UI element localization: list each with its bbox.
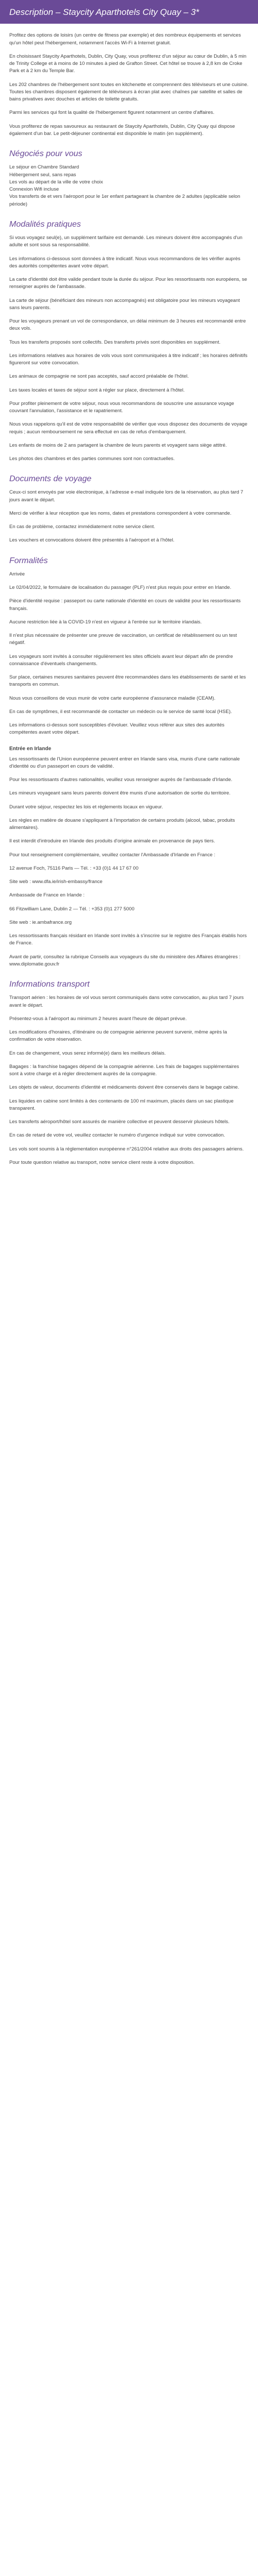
- modalites-paragraph: Pour profiter pleinement de votre séjour, nous vous recommandons de souscrire une assurance voyage couvrant l'annulation, l'assistance et le rapatriement.: [9, 400, 234, 414]
- section-title-negocies: Négociés pour vous: [9, 149, 83, 159]
- modalites-paragraph: La carte de séjour (bénéficiant des mineurs non accompagnés) est obligatoire pour les mineurs voyageant sans leurs parents.: [9, 297, 240, 311]
- formalites-paragraph: Pièce d'identité requise : passeport ou carte nationale d'identité en cours de validité pour les ressortissants français.: [9, 598, 241, 612]
- formalites-paragraph: Les voyageurs sont invités à consulter régulièrement les sites officiels avant leur départ afin de prendre connaissance d'éventuels changements.: [9, 653, 233, 667]
- entree-paragraph: Site web : www.dfa.ie/irish-embassy/france: [9, 879, 103, 885]
- transport-paragraph: Transport aérien : les horaires de vol vous seront communiqués dans votre convocation, au plus tard 7 jours avant le départ.: [9, 995, 244, 1008]
- formalites-arrival-label: Arrivée: [9, 571, 25, 577]
- formalites-paragraph: En cas de symptômes, il est recommandé de contacter un médecin ou le service de santé local (HSE).: [9, 708, 232, 715]
- section-title-documents: Documents de voyage: [9, 474, 92, 484]
- entree-paragraph: Durant votre séjour, respectez les lois et règlements locaux en vigueur.: [9, 804, 163, 810]
- list-item: Connexion Wifi incluse: [9, 187, 59, 193]
- modalites-paragraph: Si vous voyagez seul(e), un supplément tarifaire est demandé. Les mineurs doivent être accompagnés d'un adulte et sont sous sa responsabilité.: [9, 235, 243, 248]
- transport-paragraph: Pour toute question relative au transport, notre service client reste à votre disposition.: [9, 1159, 195, 1165]
- entree-paragraph: 66 Fitzwilliam Lane, Dublin 2 — Tél. : +353 (0)1 277 5000: [9, 906, 135, 912]
- formalites-paragraph: Il n'est plus nécessaire de présenter une preuve de vaccination, un certificat de rétablissement ou un test négatif.: [9, 633, 237, 646]
- entree-paragraph: Les ressortissants de l'Union européenne peuvent entrer en Irlande sans visa, munis d'une carte nationale d'identité ou d'un passeport en cours de validité.: [9, 756, 240, 769]
- formalites-paragraph: Aucune restriction liée à la COVID-19 n'est en vigueur à l'entrée sur le territoire irlandais.: [9, 619, 202, 625]
- entree-paragraph: Ambassade de France en Irlande :: [9, 892, 85, 899]
- formalites-section: [9, 584, 249, 737]
- formalites-paragraph: Le 02/04/2022, le formulaire de localisation du passager (PLF) n'est plus requis pour entrer en Irlande.: [9, 585, 232, 591]
- entree-paragraph: Les règles en matière de douane s'appliquent à l'importation de certains produits (alcool, tabac, produits alimentaires).: [9, 817, 235, 831]
- documents-paragraph: En cas de problème, contactez immédiatement notre service client.: [9, 524, 155, 530]
- list-item: Le séjour en Chambre Standard: [9, 164, 79, 171]
- negocies-list: [9, 164, 249, 208]
- intro-paragraph: Vous profiterez de repas savoureux au restaurant de Staycity Aparthotels, Dublin, City Quay qui dispose également d'un bar. Le petit-déjeuner continental est disponible le matin (en supplément).: [9, 123, 235, 137]
- modalites-paragraph: Les informations ci-dessous sont données à titre indicatif. Nous vous recommandons de les vérifier auprès des autorités compétentes avant votre départ.: [9, 256, 240, 269]
- entree-section: [9, 756, 249, 969]
- documents-paragraph: Ceux-ci sont envoyés par voie électronique, à l'adresse e-mail indiquée lors de la réservation, au plus tard 7 jours avant le départ.: [9, 489, 244, 503]
- entree-paragraph: 12 avenue Foch, 75116 Paris — Tél. : +33 (0)1 44 17 67 00: [9, 865, 139, 871]
- content: [0, 24, 258, 1188]
- list-item: Les vols au départ de la ville de votre choix: [9, 179, 103, 185]
- modalites-paragraph: Tous les transferts proposés sont collectifs. Des transferts privés sont disponibles en supplément.: [9, 339, 221, 345]
- page: [0, 0, 258, 1188]
- intro-section: [9, 32, 249, 138]
- modalites-paragraph: La carte d'identité doit être valide pendant toute la durée du séjour. Pour les ressortissants non européens, se renseigner auprès de l'ambassade.: [9, 277, 247, 290]
- documents-paragraph: Merci de vérifier à leur réception que les noms, dates et prestations correspondent à votre commande.: [9, 510, 232, 516]
- transport-paragraph: En cas de changement, vous serez informé(e) dans les meilleurs délais.: [9, 1050, 166, 1056]
- transport-paragraph: Les objets de valeur, documents d'identité et médicaments doivent être conservés dans le bagage cabine.: [9, 1084, 239, 1091]
- list-item: Hébergement seul, sans repas: [9, 172, 76, 178]
- intro-paragraph: Profitez des options de loisirs (un centre de fitness par exemple) et des nombreux équipements et services qu'un hôtel peut l'hébergement, notamment l'accès Wi-Fi à Internet gratuit.: [9, 32, 241, 46]
- modalites-paragraph: Les enfants de moins de 2 ans partagent la chambre de leurs parents et voyagent sans siège attitré.: [9, 442, 227, 448]
- documents-section: [9, 489, 249, 544]
- modalites-paragraph: Nous vous rappelons qu'il est de votre responsabilité de vérifier que vous disposez des documents de voyage requis ; aucun remboursement ne sera effectué en cas de refus d'embarquement.: [9, 421, 248, 435]
- transport-paragraph: Les modifications d'horaires, d'itinéraire ou de compagnie aérienne peuvent survenir, même après la confirmation de votre réservation.: [9, 1029, 227, 1043]
- page-title: Description – Staycity Aparthotels City Quay – 3*: [0, 0, 258, 24]
- modalites-paragraph: Les animaux de compagnie ne sont pas acceptés, sauf accord préalable de l'hôtel.: [9, 374, 189, 380]
- transport-paragraph: Présentez-vous à l'aéroport au minimum 2 heures avant l'heure de départ prévue.: [9, 1015, 187, 1022]
- entree-paragraph: Pour les ressortissants d'autres nationalités, veuillez vous renseigner auprès de l'ambassade d'Irlande.: [9, 777, 233, 783]
- entree-paragraph: Les ressortissants français résidant en Irlande sont invités à s'inscrire sur le registre des Français établis hors de France.: [9, 933, 247, 946]
- documents-paragraph: Les vouchers et convocations doivent être présentés à l'aéroport et à l'hôtel.: [9, 537, 174, 544]
- modalites-paragraph: Les informations relatives aux horaires de vols vous sont communiquées à titre indicatif ; les horaires définitifs figureront sur votre convocation.: [9, 352, 248, 366]
- section-title-formalites: Formalités: [9, 556, 48, 565]
- transport-paragraph: En cas de retard de votre vol, veuillez contacter le numéro d'urgence indiqué sur votre convocation.: [9, 1132, 225, 1139]
- transport-paragraph: Les transferts aéroport/hôtel sont assurés de manière collective et peuvent desservir plusieurs hôtels.: [9, 1119, 230, 1125]
- intro-paragraph: Les 202 chambres de l'hébergement sont toutes en kitchenette et comprennent des téléviseurs et une cuisine. Toutes les chambres disposent également de téléviseurs à écran plat avec chaînes par satellite et salles de bains privatives avec douches et articles de toilette gratuits.: [9, 81, 249, 103]
- subsection-title-entree: Entrée en Irlande: [9, 745, 52, 752]
- modalites-paragraph: Les photos des chambres et des parties communes sont non contractuelles.: [9, 456, 175, 462]
- entree-paragraph: Pour tout renseignement complémentaire, veuillez contacter l'Ambassade d'Irlande en France :: [9, 852, 216, 858]
- entree-paragraph: Les mineurs voyageant sans leurs parents doivent être munis d'une autorisation de sortie du territoire.: [9, 790, 231, 796]
- modalites-section: [9, 234, 249, 463]
- section-title-transport: Informations transport: [9, 980, 90, 989]
- entree-paragraph: Il est interdit d'introduire en Irlande des produits d'origine animale en provenance de pays tiers.: [9, 838, 215, 844]
- transport-paragraph: Bagages : la franchise bagages dépend de la compagnie aérienne. Les frais de bagages supplémentaires sont à votre charge et à régler directement auprès de la compagnie.: [9, 1063, 239, 1077]
- entree-paragraph: Avant de partir, consultez la rubrique Conseils aux voyageurs du site du ministère des Affaires étrangères : www.diplomatie.gouv.fr: [9, 954, 240, 967]
- formalites-paragraph: Nous vous conseillons de vous munir de votre carte européenne d'assurance maladie (CEAM).: [9, 695, 216, 701]
- modalites-paragraph: Pour les voyageurs prenant un vol de correspondance, un délai minimum de 3 heures est recommandé entre deux vols.: [9, 318, 246, 332]
- modalites-paragraph: Les taxes locales et taxes de séjour sont à régler sur place, directement à l'hôtel.: [9, 387, 185, 393]
- formalites-paragraph: Sur place, certaines mesures sanitaires peuvent être recommandées dans les établissements de santé et les transports en commun.: [9, 674, 246, 688]
- intro-paragraph: En choisissant Staycity Aparthotels, Dublin, City Quay, vous profiterez d'un séjour au cœur de Dublin, à 5 min de Trinity College et à moins de 10 minutes à pied de Grafton Street. Cet hôtel se trouve à 2,8 km de Croke Park et à 2 km du Temple Bar.: [9, 53, 247, 74]
- transport-paragraph: Les liquides en cabine sont limités à des contenants de 100 ml maximum, placés dans un sac plastique transparent.: [9, 1098, 234, 1111]
- intro-paragraph: Parmi les services qui font la qualité de l'hébergement figurent notamment un centre d'affaires.: [9, 110, 215, 116]
- list-item: Vos transferts de et vers l'aéroport pour le 1er enfant partageant la chambre de 2 adultes (applicable selon période): [9, 194, 240, 207]
- entree-paragraph: Site web : ie.ambafrance.org: [9, 919, 72, 925]
- formalites-paragraph: Les informations ci-dessus sont susceptibles d'évoluer. Veuillez vous référer aux sites des autorités compétentes avant votre départ.: [9, 722, 224, 736]
- transport-paragraph: Les vols sont soumis à la réglementation européenne n°261/2004 relative aux droits des passagers aériens.: [9, 1146, 244, 1152]
- section-title-modalites: Modalités pratiques: [9, 219, 81, 229]
- transport-section: [9, 994, 249, 1166]
